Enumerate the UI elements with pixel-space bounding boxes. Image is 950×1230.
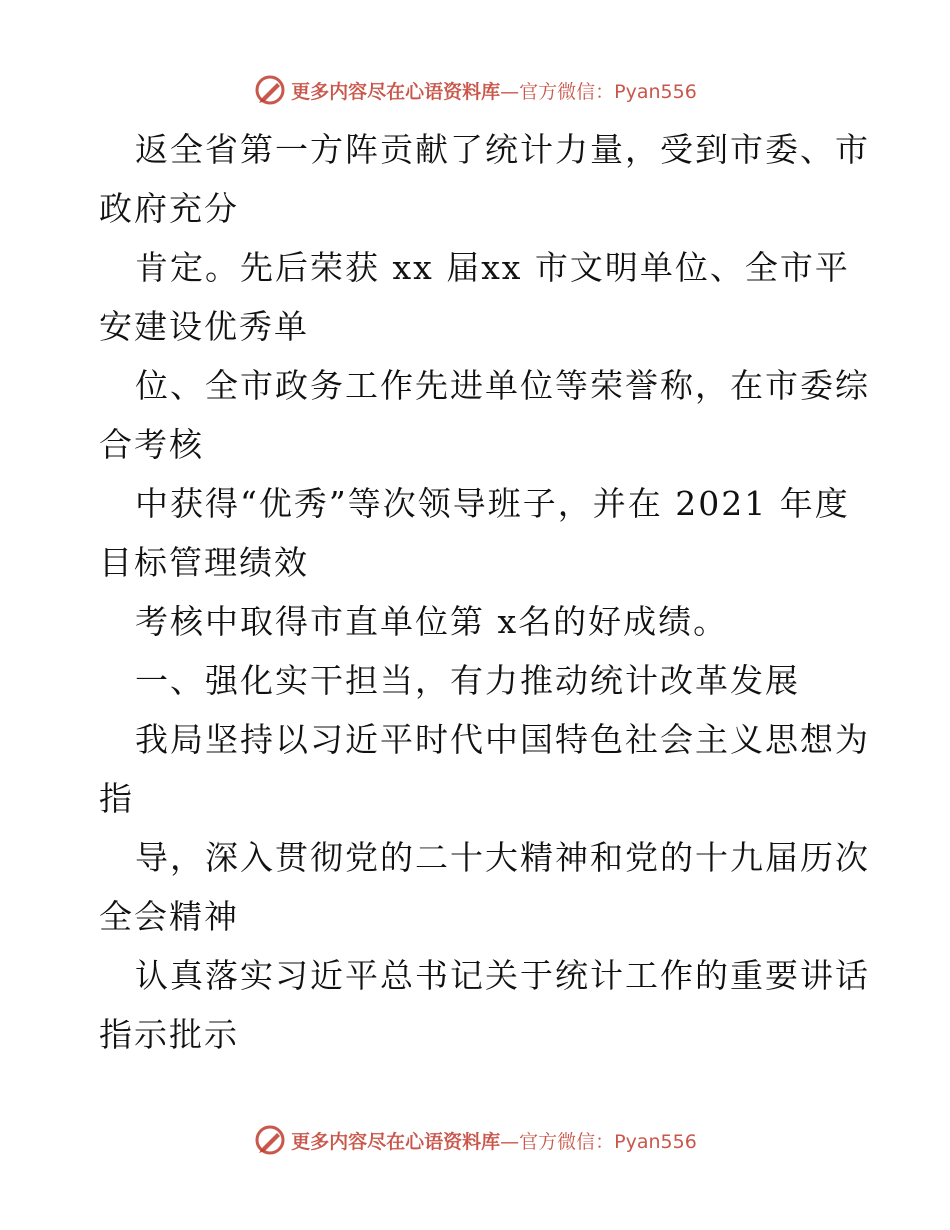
paragraph-line: 指: [99, 779, 134, 818]
footer-banner-sub-text: —官方微信：Pyan556: [500, 1130, 697, 1153]
paragraph-line: 合考核: [99, 425, 204, 464]
paragraph-line: 我局坚持以习近平时代中国特色社会主义思想为: [135, 720, 870, 759]
paragraph-line: 全会精神: [99, 897, 239, 936]
paragraph-line: 政府充分: [99, 189, 239, 228]
footer-banner-main-text: 更多内容尽在心语资料库: [291, 1130, 501, 1153]
header-banner-main-text: 更多内容尽在心语资料库: [291, 80, 501, 103]
paragraph-line: 返全省第一方阵贡献了统计力量，受到市委、市: [135, 130, 870, 169]
paragraph-line: 位、全市政务工作先进单位等荣誉称，在市委综: [135, 366, 870, 405]
paragraph-line: 中获得“优秀”等次领导班子，并在 2021 年度: [135, 484, 850, 523]
paragraph-line: 考核中取得市直单位第 x名的好成绩。: [135, 602, 729, 641]
paragraph-line: 目标管理绩效: [99, 543, 309, 582]
pen-logo-icon: [253, 73, 287, 107]
document-body: [99, 120, 870, 1064]
pen-logo-icon: [253, 1123, 287, 1157]
footer-watermark-banner: [0, 1120, 950, 1160]
paragraph-line: 导，深入贯彻党的二十大精神和党的十九届历次: [135, 838, 870, 877]
paragraph-line: 认真落实习近平总书记关于统计工作的重要讲话: [135, 956, 870, 995]
paragraph-line: 指示批示: [99, 1015, 239, 1054]
header-watermark-banner: [0, 70, 950, 110]
section-heading: 一、强化实干担当，有力推动统计改革发展: [135, 661, 800, 700]
paragraph-line: 肯定。先后荣获 xx 届xx 市文明单位、全市平: [135, 248, 850, 287]
header-banner-sub-text: —官方微信：Pyan556: [500, 80, 697, 103]
paragraph-line: 安建设优秀单: [99, 307, 309, 346]
